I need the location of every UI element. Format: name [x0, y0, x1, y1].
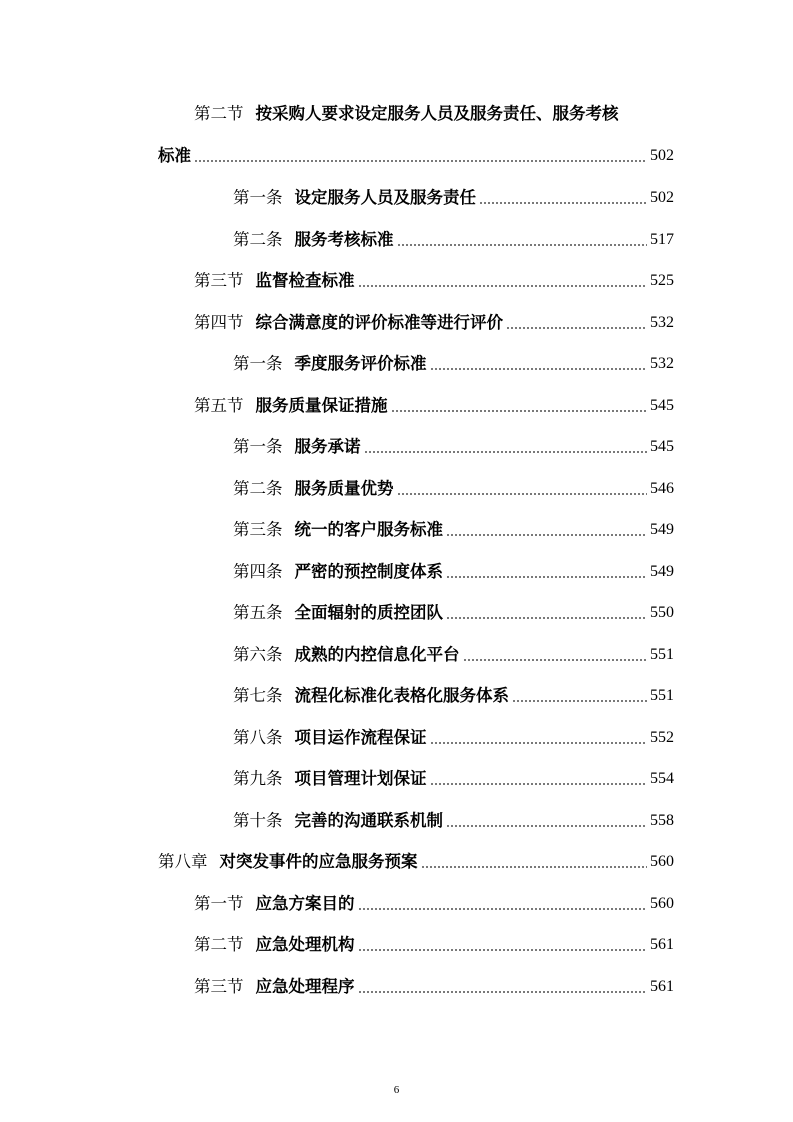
toc-entry-page: 551	[650, 687, 674, 704]
toc-entry-number: 第一节	[194, 893, 244, 913]
toc-leader-dots	[446, 534, 647, 536]
toc-leader-dots	[358, 991, 648, 993]
toc-entry-page: 560	[650, 853, 674, 870]
toc-entry[interactable]	[194, 264, 674, 292]
toc-entry[interactable]	[194, 306, 674, 334]
toc-entry[interactable]	[233, 181, 674, 209]
toc-entry-number: 第八条	[233, 727, 283, 747]
toc-entry[interactable]	[233, 804, 674, 832]
toc-leader-dots	[358, 285, 648, 287]
toc-entry-page: 532	[650, 313, 674, 331]
toc-entry-page: 554	[650, 770, 674, 787]
toc-entry-page: 558	[650, 811, 674, 829]
toc-entry-number: 第七条	[233, 686, 283, 705]
toc-entry-page: 532	[650, 355, 674, 372]
toc-entry-title: 服务质量优势	[294, 478, 394, 498]
toc-leader-dots	[397, 493, 648, 495]
toc-leader-dots	[364, 451, 648, 453]
toc-leader-dots	[506, 327, 647, 329]
toc-leader-dots	[463, 659, 648, 661]
toc-entry[interactable]	[233, 638, 674, 666]
toc-entry-page: 549	[650, 521, 674, 538]
toc-entry-page: 561	[650, 936, 674, 953]
toc-leader-dots	[430, 783, 648, 785]
toc-leader-dots	[358, 908, 648, 910]
toc-entry-page: 551	[650, 645, 674, 663]
toc-entry-title: 服务考核标准	[294, 229, 394, 249]
toc-leader-dots	[430, 742, 648, 744]
toc-entry-page: 525	[650, 272, 674, 289]
toc-entry-title: 对突发事件的应急服务预案	[219, 852, 418, 871]
toc-entry-number: 第三节	[194, 976, 244, 996]
toc-leader-dots	[430, 368, 648, 370]
toc-entry-title: 服务质量保证措施	[255, 395, 388, 415]
toc-entry-number: 第十条	[233, 810, 283, 830]
toc-entry[interactable]	[194, 970, 674, 998]
toc-entry-page: 560	[650, 894, 674, 912]
toc-entry-number: 第二节	[194, 935, 244, 954]
toc-entry-number: 第五条	[233, 603, 283, 622]
toc-entry-number: 第五节	[194, 395, 244, 415]
toc-entry[interactable]	[233, 513, 674, 541]
toc-leader-dots	[479, 202, 647, 204]
toc-entry-title: 统一的客户服务标准	[294, 520, 443, 539]
toc-entry[interactable]	[233, 721, 674, 749]
toc-leader-dots	[512, 700, 647, 702]
toc-entry-number: 第四条	[233, 561, 283, 581]
toc-entry[interactable]	[233, 596, 674, 624]
toc-entry[interactable]	[233, 679, 674, 707]
toc-entry-title: 项目管理计划保证	[294, 769, 427, 788]
toc-entry[interactable]	[233, 347, 674, 375]
toc-entry-title: 监督检查标准	[255, 271, 355, 290]
toc-entry-number: 第一条	[233, 188, 283, 207]
toc-entry-page: 561	[650, 977, 674, 995]
page-number: 6	[393, 1084, 400, 1096]
toc-entry-title: 应急方案目的	[255, 893, 355, 913]
toc-entry-number: 第四节	[194, 312, 244, 332]
toc-entry-number: 第九条	[233, 769, 283, 788]
toc-entry-page: 517	[650, 230, 674, 248]
toc-entry-title-continuation: 标准	[158, 146, 191, 165]
toc-leader-dots	[446, 576, 647, 578]
toc-entry[interactable]	[233, 430, 674, 458]
toc-entry-page: 502	[650, 189, 674, 206]
toc-entry-page: 552	[650, 728, 674, 746]
toc-entry-page: 545	[650, 438, 674, 455]
toc-entry-wrapped-first-line[interactable]	[194, 97, 619, 125]
toc-entry-page: 550	[650, 604, 674, 621]
toc-entry-title: 应急处理程序	[255, 976, 355, 996]
toc-entry[interactable]	[233, 223, 674, 251]
toc-leader-dots	[397, 244, 648, 246]
toc-entry-number: 第二条	[233, 478, 283, 498]
toc-entry-number: 第一条	[233, 437, 283, 456]
toc-entry-title: 综合满意度的评价标准等进行评价	[255, 312, 503, 332]
toc-entry-title: 严密的预控制度体系	[294, 561, 443, 581]
toc-entry-page: 545	[650, 396, 674, 414]
toc-entry-page: 546	[650, 479, 674, 497]
toc-entry-number: 第二节	[194, 104, 244, 123]
toc-entry-number: 第六条	[233, 644, 283, 664]
toc-entry[interactable]	[194, 928, 674, 956]
toc-entry-title: 服务承诺	[294, 437, 361, 456]
toc-entry-title: 按采购人要求设定服务人员及服务责任、服务考核	[255, 104, 619, 123]
toc-entry-title: 成熟的内控信息化平台	[294, 644, 460, 664]
toc-entry-title: 完善的沟通联系机制	[294, 810, 443, 830]
toc-leader-dots	[421, 866, 648, 868]
toc-entry-title: 季度服务评价标准	[294, 354, 427, 373]
toc-entry-number: 第一条	[233, 354, 283, 373]
toc-entry[interactable]	[194, 389, 674, 417]
toc-leader-dots	[194, 160, 647, 162]
toc-entry-number: 第三条	[233, 520, 283, 539]
toc-leader-dots	[391, 410, 648, 412]
toc-entry-page: 549	[650, 562, 674, 580]
toc-entry-title: 设定服务人员及服务责任	[294, 188, 476, 207]
toc-entry-wrapped-second-line[interactable]	[158, 139, 674, 167]
toc-entry[interactable]	[158, 845, 674, 873]
toc-entry-number: 第八章	[158, 852, 208, 871]
toc-entry-title: 项目运作流程保证	[294, 727, 427, 747]
toc-leader-dots	[358, 949, 648, 951]
toc-entry[interactable]	[194, 887, 674, 915]
toc-entry[interactable]	[233, 762, 674, 790]
toc-entry-title: 流程化标准化表格化服务体系	[294, 686, 509, 705]
toc-leader-dots	[446, 617, 647, 619]
toc-entry-title: 全面辐射的质控团队	[294, 603, 443, 622]
toc-entry[interactable]	[233, 472, 674, 500]
toc-entry[interactable]	[233, 555, 674, 583]
toc-entry-number: 第三节	[194, 271, 244, 290]
toc-entry-number: 第二条	[233, 229, 283, 249]
toc-leader-dots	[446, 825, 647, 827]
toc-entry-page: 502	[650, 147, 674, 164]
toc-entry-title: 应急处理机构	[255, 935, 355, 954]
